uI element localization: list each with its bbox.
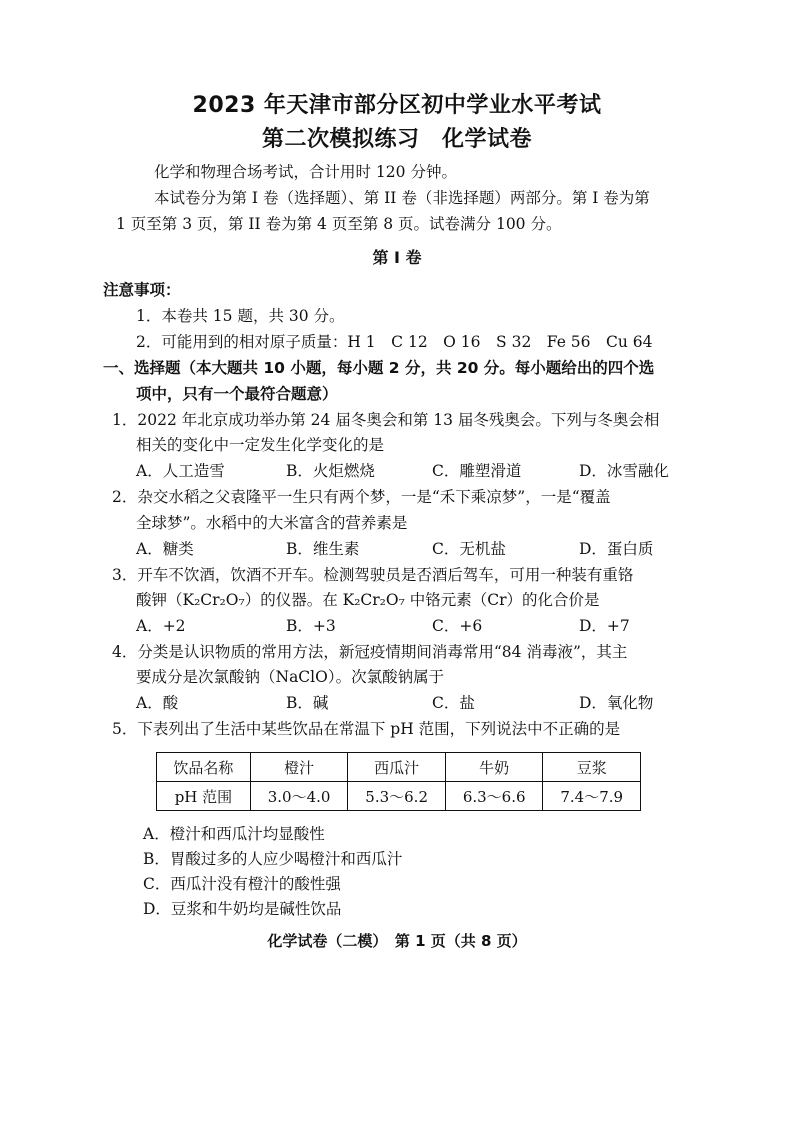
notice-item-2: 2．可能用到的相对原子质量：H 1 C 12 O 16 S 32 Fe 56 Cu 64 xyxy=(136,333,653,351)
intro-paragraph-1: 化学和物理合场考试，合计用时 120 分钟。 xyxy=(154,163,457,181)
question-1-option-c: C．雕塑滑道 xyxy=(432,462,522,480)
question-4-option-a: A．酸 xyxy=(136,694,179,712)
question-4-line-2: 要成分是次氯酸钠（NaClO）。次氯酸钠属于 xyxy=(136,668,445,686)
question-5-option-a: A．橙汁和西瓜汁均显酸性 xyxy=(143,825,325,843)
table-cell: 5.3～6.2 xyxy=(348,782,446,811)
question-3-line-1: 3．开车不饮酒，饮酒不开车。检测驾驶员是否酒后驾车，可用一种装有重铬 xyxy=(112,566,634,584)
question-2-option-d: D．蛋白质 xyxy=(579,540,654,558)
table-cell: pH 范围 xyxy=(157,782,251,811)
question-3-option-a: A．+2 xyxy=(136,617,186,635)
table-cell: 豆浆 xyxy=(543,753,641,782)
table-row xyxy=(157,782,641,811)
question-5-line-1: 5．下表列出了生活中某些饮品在常温下 pH 范围，下列说法中不正确的是 xyxy=(112,720,621,738)
table-cell: 3.0～4.0 xyxy=(250,782,348,811)
question-3-option-b: B．+3 xyxy=(286,617,336,635)
question-4-option-b: B．碱 xyxy=(286,694,329,712)
question-3-option-c: C．+6 xyxy=(432,617,483,635)
table-cell: 饮品名称 xyxy=(157,753,251,782)
exam-title-line2: 第二次模拟练习 化学试卷 xyxy=(261,127,532,152)
table-cell: 6.3～6.6 xyxy=(445,782,543,811)
question-1-line-2: 相关的变化中一定发生化学变化的是 xyxy=(136,436,385,454)
question-3-option-d: D．+7 xyxy=(579,617,630,635)
question-3-line-2: 酸钾（K₂Cr₂O₇）的仪器。在 K₂Cr₂O₇ 中铬元素（Cr）的化合价是 xyxy=(136,591,600,609)
question-1-option-b: B．火炬燃烧 xyxy=(286,462,375,480)
question-2-line-1: 2．杂交水稻之父袁隆平一生只有两个梦，一是“禾下乘凉梦”，一是“覆盖 xyxy=(112,488,611,506)
question-1-line-1: 1．2022 年北京成功举办第 24 届冬奥会和第 13 届冬残奥会。下列与冬奥会相 xyxy=(112,411,660,429)
question-4-option-d: D．氧化物 xyxy=(579,694,654,712)
part1-heading-line2: 项中，只有一个最符合题意） xyxy=(136,385,338,403)
intro-paragraph-2a: 本试卷分为第 I 卷（选择题）、第 II 卷（非选择题）两部分。第 I 卷为第 xyxy=(154,189,650,207)
question-5-option-b: B．胃酸过多的人应少喝橙汁和西瓜汁 xyxy=(143,850,403,868)
question-2-line-2: 全球梦”。水稻中的大米富含的营养素是 xyxy=(136,514,408,532)
table-header-row xyxy=(157,753,641,782)
table-cell: 7.4～7.9 xyxy=(543,782,641,811)
page-footer: 化学试卷（二模） 第 1 页（共 8 页） xyxy=(267,932,527,950)
question-2-option-c: C．无机盐 xyxy=(432,540,506,558)
notice-heading: 注意事项： xyxy=(103,281,181,299)
notice-item-1: 1．本卷共 15 题，共 30 分。 xyxy=(136,307,345,325)
question-2-option-a: A．糖类 xyxy=(136,540,194,558)
question-4-option-c: C．盐 xyxy=(432,694,475,712)
question-1-option-d: D．冰雪融化 xyxy=(579,462,669,480)
question-2-option-b: B．维生素 xyxy=(286,540,360,558)
table-cell: 西瓜汁 xyxy=(348,753,446,782)
intro-paragraph-2b: 1 页至第 3 页，第 II 卷为第 4 页至第 8 页。试卷满分 100 分。 xyxy=(116,215,562,233)
table-cell: 牛奶 xyxy=(445,753,543,782)
question-4-line-1: 4．分类是认识物质的常用方法，新冠疫情期间消毒常用“84 消毒液”，其主 xyxy=(112,643,628,661)
ph-range-table xyxy=(156,752,641,811)
table-cell: 橙汁 xyxy=(250,753,348,782)
question-5-option-d: D．豆浆和牛奶均是碱性饮品 xyxy=(143,900,342,918)
question-5-option-c: C．西瓜汁没有橙汁的酸性强 xyxy=(143,875,341,893)
question-1-option-a: A．人工造雪 xyxy=(136,462,225,480)
exam-title-line1: 2023 年天津市部分区初中学业水平考试 xyxy=(192,93,602,118)
part1-heading-line1: 一、选择题（本大题共 10 小题，每小题 2 分，共 20 分。每小题给出的四个选 xyxy=(103,359,655,377)
section-title: 第 I 卷 xyxy=(372,248,422,267)
